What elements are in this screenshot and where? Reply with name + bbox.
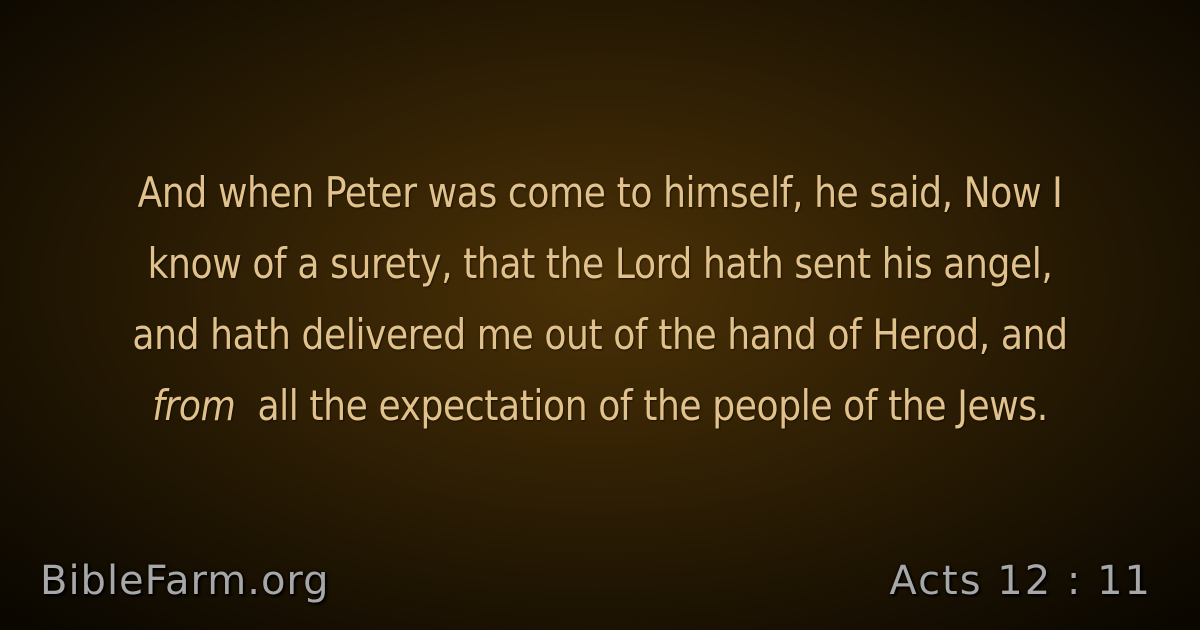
verse-line-4: all the expectation of the people of the Jews. — [257, 381, 1048, 430]
verse-reference: Acts 12 : 11 — [889, 558, 1152, 604]
verse-line-3: and hath delivered me out of the hand of Herod, and — [132, 310, 1068, 359]
verse-line-2: know of a surety, that the Lord hath sent his angel, — [147, 239, 1053, 288]
verse-italic-word: from — [152, 381, 236, 430]
site-name: BibleFarm.org — [40, 558, 330, 604]
verse-line-1: And when Peter was come to himself, he said, Now I — [137, 168, 1063, 217]
verse-text — [118, 157, 1081, 441]
